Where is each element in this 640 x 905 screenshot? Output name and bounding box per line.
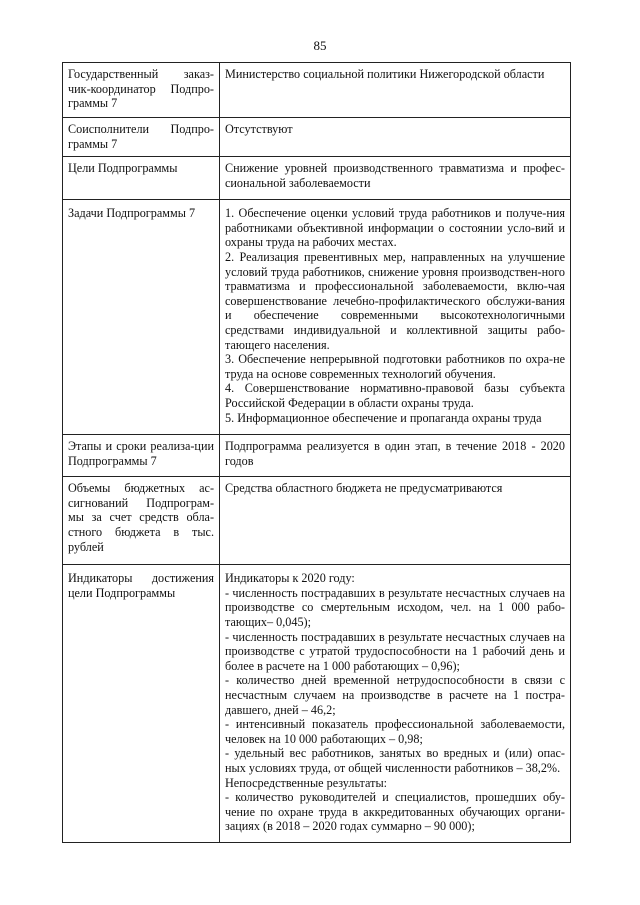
value-paragraph: 5. Информационное обеспечение и пропаганда охраны труда [225, 410, 542, 425]
row-label: Индикаторы достижения цели Подпрограммы [63, 565, 220, 843]
value-paragraph: - количество руководителей и специалистов, прошедших обу-чение по охране труда в аккредитованных обучающих органи-зациях (в 2018 – 2020 годах суммарно – 90 000); [225, 790, 565, 834]
row-value [220, 118, 571, 157]
table-row [63, 565, 571, 843]
row-value [220, 435, 571, 477]
row-value [220, 565, 571, 843]
value-paragraph: Подпрограмма реализуется в один этап, в течение 2018 - 2020 годов [225, 439, 565, 468]
value-paragraph: - интенсивный показатель профессиональной заболеваемости, человек на 10 000 работающих – 0,98; [225, 717, 565, 746]
value-paragraph: 3. Обеспечение непрерывной подготовки работников по охра-не труда на основе современных технологий обучения. [225, 352, 565, 381]
value-paragraph: 4. Совершенствование нормативно-правовой базы субъекта Российской Федерации в области охраны труда. [225, 381, 565, 410]
table-row [63, 118, 571, 157]
row-value [220, 157, 571, 200]
value-paragraph: - численность пострадавших в результате несчастных случаев на производстве со смертельным исходом, чел. на 1 000 рабо-тающих– 0,045); [225, 585, 565, 629]
value-paragraph: - количество дней временной нетрудоспособности в связи с несчастным случаем на производстве в расчете на 1 постра-давшего, дней – 46,2; [225, 673, 565, 717]
page-number: 85 [313, 38, 327, 53]
subprogram-passport-table [62, 62, 571, 843]
row-label: Соисполнители Подпро-граммы 7 [63, 118, 220, 157]
row-value [220, 477, 571, 565]
table-row [63, 435, 571, 477]
table-row [63, 200, 571, 435]
table-row [63, 157, 571, 200]
row-label: Этапы и сроки реализа-ции Подпрограммы 7 [63, 435, 220, 477]
value-paragraph: Средства областного бюджета не предусматриваются [225, 481, 503, 496]
value-paragraph: Отсутствуют [225, 122, 293, 136]
table-row [63, 477, 571, 565]
value-paragraph: Министерство социальной политики Нижегородской области [225, 67, 545, 81]
value-paragraph: 2. Реализация превентивных мер, направленных на улучшение условий труда работников, снижение уровня производствен-ного травматизма и профессиональной заболеваемости, вклю-чая совершенствование лечебно-профилактического обслужи-вания и обеспечение современными высокотехнологичными средствами индивидуальной и коллективной защиты рабо-тающего населения. [225, 249, 565, 352]
value-paragraph: Непосредственные результаты: [225, 775, 388, 790]
value-paragraph: 1. Обеспечение оценки условий труда работников и получе-ния работниками объективной информации о состоянии усло-вий и охраны труда на рабочих местах. [225, 206, 565, 250]
table-row [63, 63, 571, 118]
value-paragraph: Индикаторы к 2020 году: [225, 571, 355, 586]
value-paragraph: - численность пострадавших в результате несчастных случаев на производстве с утратой трудоспособности на 1 рабочий день и более в расчете на 1 000 работающих – 0,96); [225, 629, 565, 673]
row-label: Объемы бюджетных ас-сигнований Подпрограм-мы за счет средств обла-стного бюджета в тыс. рублей [63, 477, 220, 565]
row-label: Государственный заказ-чик-координатор Подпро-граммы 7 [63, 63, 220, 118]
row-label: Цели Подпрограммы [63, 157, 220, 200]
row-value [220, 63, 571, 118]
value-paragraph: - удельный вес работников, занятых во вредных и (или) опас-ных условиях труда, от общей численности работников – 38,2%. [225, 746, 565, 775]
row-label: Задачи Подпрограммы 7 [63, 200, 220, 435]
row-value [220, 200, 571, 435]
value-paragraph: Снижение уровней производственного травматизма и профес-сиональной заболеваемости [225, 161, 565, 190]
